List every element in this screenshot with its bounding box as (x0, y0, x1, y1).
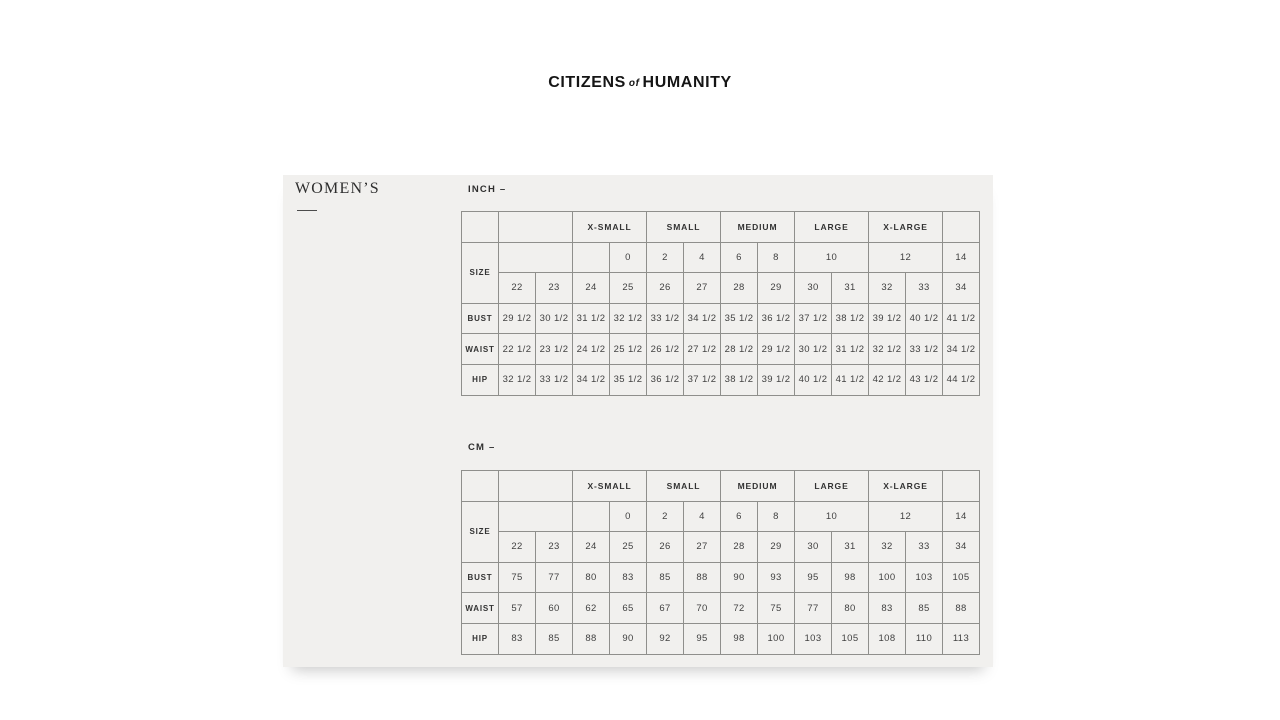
waist-size-cell: 28 (721, 273, 758, 304)
waist-size-cell: 26 (647, 273, 684, 304)
measurement-value-cell: 105 (832, 623, 869, 654)
measurement-value-cell: 31 1/2 (832, 334, 869, 365)
measurement-value-cell: 110 (906, 623, 943, 654)
numeric-size-row (462, 242, 980, 273)
numeric-size-cell: 10 (795, 501, 869, 532)
waist-size-cell: 32 (869, 273, 906, 304)
numeric-size-cell: 0 (610, 242, 647, 273)
waist-size-cell: 24 (573, 273, 610, 304)
measurement-value-cell: 40 1/2 (795, 364, 832, 395)
numeric-size-cell: 8 (758, 242, 795, 273)
size-table-cm (461, 470, 980, 655)
measurement-value-cell: 93 (758, 562, 795, 593)
size-label-cell: SIZE (462, 242, 499, 303)
waist-size-cell: 32 (869, 532, 906, 563)
numeric-size-cell: 14 (943, 242, 980, 273)
site-header (0, 74, 1280, 92)
measurement-label-cell: BUST (462, 562, 499, 593)
numeric-size-cell: 2 (647, 501, 684, 532)
group-header-cell: X-LARGE (869, 471, 943, 502)
measurement-value-cell: 100 (758, 623, 795, 654)
waist-size-cell: 25 (610, 532, 647, 563)
waist-size-row (462, 273, 980, 304)
measurement-value-cell: 113 (943, 623, 980, 654)
measurement-value-cell: 33 1/2 (536, 364, 573, 395)
measurement-value-cell: 40 1/2 (906, 303, 943, 334)
measurement-value-cell: 85 (906, 593, 943, 624)
measurement-value-cell: 34 1/2 (684, 303, 721, 334)
group-header-cell: X-SMALL (573, 212, 647, 243)
measurement-value-cell: 85 (647, 562, 684, 593)
numeric-size-cell: 12 (869, 501, 943, 532)
waist-size-row (462, 532, 980, 563)
measurement-row (462, 334, 980, 365)
waist-size-cell: 29 (758, 532, 795, 563)
measurement-row (462, 303, 980, 334)
measurement-value-cell: 37 1/2 (795, 303, 832, 334)
logo-humanity: HUMANITY (642, 74, 732, 91)
measurement-value-cell: 98 (721, 623, 758, 654)
waist-size-cell: 34 (943, 273, 980, 304)
size-label-cell: SIZE (462, 501, 499, 562)
measurement-value-cell: 29 1/2 (499, 303, 536, 334)
measurement-value-cell: 75 (499, 562, 536, 593)
numeric-size-cell: 4 (684, 242, 721, 273)
measurement-value-cell: 34 1/2 (943, 334, 980, 365)
measurement-value-cell: 70 (684, 593, 721, 624)
measurement-value-cell: 72 (721, 593, 758, 624)
measurement-value-cell: 41 1/2 (943, 303, 980, 334)
empty-cell (499, 212, 573, 243)
group-header-cell: X-SMALL (573, 471, 647, 502)
numeric-size-cell: 8 (758, 501, 795, 532)
waist-size-cell: 23 (536, 273, 573, 304)
numeric-size-cell: 10 (795, 242, 869, 273)
measurement-value-cell: 88 (573, 623, 610, 654)
group-header-cell: SMALL (647, 212, 721, 243)
waist-size-cell: 24 (573, 532, 610, 563)
waist-size-cell: 27 (684, 273, 721, 304)
measurement-value-cell: 57 (499, 593, 536, 624)
measurement-label-cell: BUST (462, 303, 499, 334)
empty-cell (573, 242, 610, 273)
measurement-value-cell: 26 1/2 (647, 334, 684, 365)
measurement-label-cell: WAIST (462, 593, 499, 624)
unit-label-inch: INCH – (468, 184, 507, 195)
measurement-value-cell: 75 (758, 593, 795, 624)
measurement-value-cell: 90 (610, 623, 647, 654)
measurement-value-cell: 65 (610, 593, 647, 624)
measurement-value-cell: 34 1/2 (573, 364, 610, 395)
size-guide-panel (283, 175, 993, 667)
measurement-value-cell: 27 1/2 (684, 334, 721, 365)
measurement-value-cell: 95 (795, 562, 832, 593)
brand-logo[interactable] (548, 74, 732, 92)
waist-size-cell: 30 (795, 273, 832, 304)
empty-cell (462, 212, 499, 243)
waist-size-cell: 31 (832, 532, 869, 563)
measurement-value-cell: 35 1/2 (721, 303, 758, 334)
empty-cell (499, 501, 573, 532)
group-header-cell: SMALL (647, 471, 721, 502)
measurement-value-cell: 95 (684, 623, 721, 654)
empty-cell (499, 242, 573, 273)
measurement-value-cell: 23 1/2 (536, 334, 573, 365)
measurement-value-cell: 36 1/2 (758, 303, 795, 334)
numeric-size-row (462, 501, 980, 532)
empty-cell (573, 501, 610, 532)
waist-size-cell: 25 (610, 273, 647, 304)
measurement-value-cell: 105 (943, 562, 980, 593)
waist-size-cell: 31 (832, 273, 869, 304)
measurement-value-cell: 92 (647, 623, 684, 654)
measurement-value-cell: 25 1/2 (610, 334, 647, 365)
empty-cell (462, 471, 499, 502)
measurement-value-cell: 33 1/2 (906, 334, 943, 365)
measurement-value-cell: 43 1/2 (906, 364, 943, 395)
measurement-value-cell: 62 (573, 593, 610, 624)
numeric-size-cell: 6 (721, 242, 758, 273)
measurement-value-cell: 33 1/2 (647, 303, 684, 334)
measurement-label-cell: HIP (462, 364, 499, 395)
measurement-value-cell: 88 (684, 562, 721, 593)
measurement-value-cell: 88 (943, 593, 980, 624)
group-header-cell: LARGE (795, 471, 869, 502)
waist-size-cell: 27 (684, 532, 721, 563)
measurement-value-cell: 39 1/2 (758, 364, 795, 395)
waist-size-cell: 33 (906, 532, 943, 563)
measurement-value-cell: 77 (795, 593, 832, 624)
measurement-value-cell: 42 1/2 (869, 364, 906, 395)
measurement-row (462, 623, 980, 654)
measurement-value-cell: 32 1/2 (499, 364, 536, 395)
measurement-value-cell: 108 (869, 623, 906, 654)
measurement-value-cell: 30 1/2 (795, 334, 832, 365)
measurement-value-cell: 38 1/2 (721, 364, 758, 395)
measurement-value-cell: 38 1/2 (832, 303, 869, 334)
waist-size-cell: 33 (906, 273, 943, 304)
measurement-value-cell: 67 (647, 593, 684, 624)
measurement-value-cell: 32 1/2 (610, 303, 647, 334)
numeric-size-cell: 2 (647, 242, 684, 273)
measurement-value-cell: 85 (536, 623, 573, 654)
waist-size-cell: 23 (536, 532, 573, 563)
group-header-cell: MEDIUM (721, 471, 795, 502)
numeric-size-cell: 0 (610, 501, 647, 532)
measurement-value-cell: 83 (610, 562, 647, 593)
numeric-size-cell: 4 (684, 501, 721, 532)
waist-size-cell: 28 (721, 532, 758, 563)
measurement-value-cell: 22 1/2 (499, 334, 536, 365)
measurement-row (462, 593, 980, 624)
group-header-cell: X-LARGE (869, 212, 943, 243)
waist-size-cell: 22 (499, 273, 536, 304)
group-header-cell: MEDIUM (721, 212, 795, 243)
waist-size-cell: 29 (758, 273, 795, 304)
waist-size-cell: 26 (647, 532, 684, 563)
measurement-value-cell: 80 (573, 562, 610, 593)
measurement-value-cell: 37 1/2 (684, 364, 721, 395)
measurement-value-cell: 60 (536, 593, 573, 624)
measurement-value-cell: 39 1/2 (869, 303, 906, 334)
measurement-value-cell: 32 1/2 (869, 334, 906, 365)
measurement-row (462, 364, 980, 395)
measurement-value-cell: 83 (499, 623, 536, 654)
measurement-value-cell: 83 (869, 593, 906, 624)
waist-size-cell: 30 (795, 532, 832, 563)
measurement-row (462, 562, 980, 593)
measurement-value-cell: 24 1/2 (573, 334, 610, 365)
waist-size-cell: 34 (943, 532, 980, 563)
group-header-row (462, 471, 980, 502)
group-header-cell: LARGE (795, 212, 869, 243)
section-title: WOMEN’S (295, 180, 380, 197)
unit-label-cm: CM – (468, 442, 496, 453)
numeric-size-cell: 12 (869, 242, 943, 273)
measurement-label-cell: WAIST (462, 334, 499, 365)
waist-size-cell: 22 (499, 532, 536, 563)
measurement-value-cell: 100 (869, 562, 906, 593)
numeric-size-cell: 6 (721, 501, 758, 532)
measurement-value-cell: 36 1/2 (647, 364, 684, 395)
logo-citizens: CITIZENS (548, 74, 626, 91)
measurement-value-cell: 31 1/2 (573, 303, 610, 334)
empty-cell (943, 212, 980, 243)
title-underline (297, 210, 317, 211)
measurement-value-cell: 35 1/2 (610, 364, 647, 395)
measurement-value-cell: 103 (795, 623, 832, 654)
size-table-inch (461, 211, 980, 396)
measurement-value-cell: 44 1/2 (943, 364, 980, 395)
measurement-value-cell: 80 (832, 593, 869, 624)
measurement-value-cell: 77 (536, 562, 573, 593)
measurement-value-cell: 29 1/2 (758, 334, 795, 365)
numeric-size-cell: 14 (943, 501, 980, 532)
measurement-value-cell: 90 (721, 562, 758, 593)
measurement-value-cell: 41 1/2 (832, 364, 869, 395)
empty-cell (943, 471, 980, 502)
measurement-label-cell: HIP (462, 623, 499, 654)
measurement-value-cell: 98 (832, 562, 869, 593)
logo-of: of (628, 78, 640, 89)
empty-cell (499, 471, 573, 502)
measurement-value-cell: 28 1/2 (721, 334, 758, 365)
measurement-value-cell: 103 (906, 562, 943, 593)
measurement-value-cell: 30 1/2 (536, 303, 573, 334)
group-header-row (462, 212, 980, 243)
